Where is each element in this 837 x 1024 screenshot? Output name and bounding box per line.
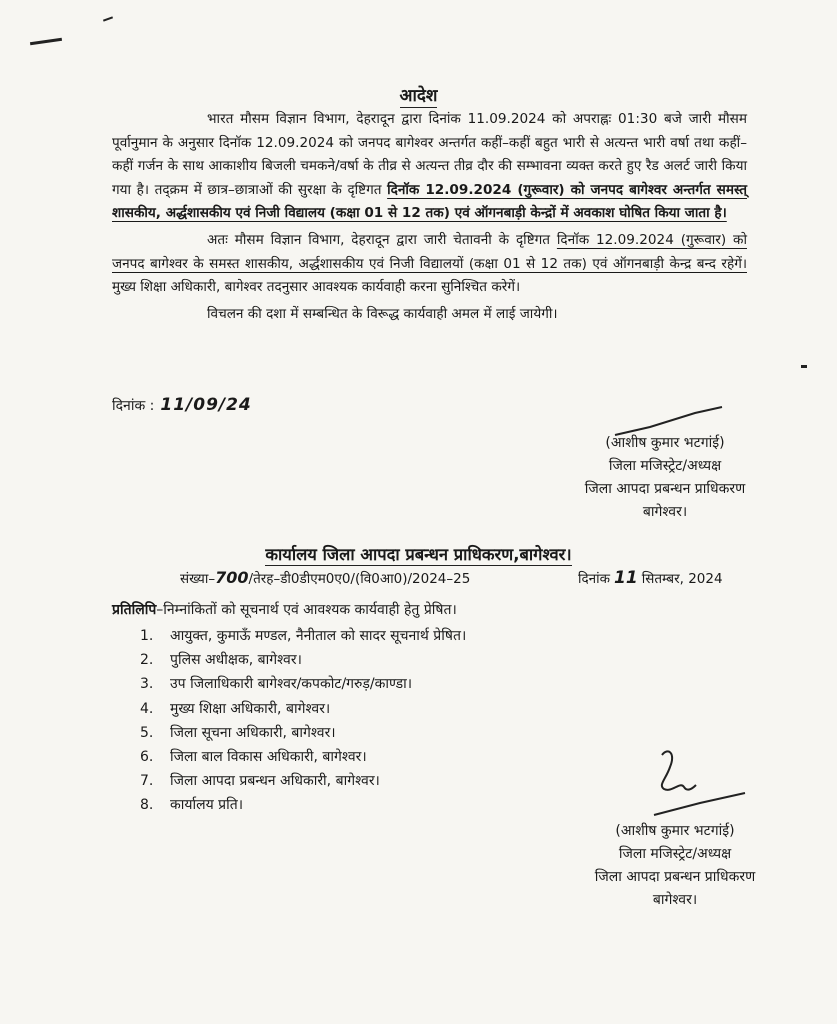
handwritten-ref-number: 700 — [215, 568, 249, 587]
signature-block-2 — [555, 820, 795, 912]
list-item: 2. पुलिस अधीक्षक, बागेश्वर। — [140, 652, 302, 669]
signatory-designation: जिला मजिस्ट्रेट/अध्यक्ष — [608, 458, 722, 474]
pen-mark — [30, 38, 62, 45]
signatory-name: (आशीष कुमार भटगांई) — [615, 823, 735, 839]
signature-scrawl-2 — [640, 745, 760, 820]
signatory-designation: जिला मजिस्ट्रेट/अध्यक्ष — [618, 846, 732, 862]
pen-mark — [801, 365, 807, 368]
list-item: 8. कार्यालय प्रति। — [140, 797, 244, 814]
signatory-authority: जिला आपदा प्रबन्धन प्राधिकरण — [594, 869, 756, 885]
signature-block-1 — [545, 432, 785, 524]
paragraph-1: भारत मौसम विज्ञान विभाग, देहरादून द्वारा दिनांक 11.09.2024 को अपराह्नः 01:30 बजे जारी मौसम पूर्वानुमान के अनुसार दिनॉक 12.09.2024 को जनपद बागेश्वर अन्तर्गत कहीं–कहीं बहुत भारी से अत्यन्त भारी वर्षा तथा कहीं–कहीं गर्जन के साथ आकाशीय बिजली चमकने/वर्षा के तीव्र से अत्यन्त तीव्र दौर की सम्भावना व्यक्त करते हुए रैड अलर्ट जारी किया गया है। तद्‌क्रम में छात्र–छात्राओं की सुरक्षा के दृष्टिगत दिनॉक 12.09.2024 (गुरूवार) को जनपद बागेश्वर अन्तर्गत समस्त् शासकीय, अर्द्धशासकीय एवं निजी विद्यालय (कक्षा 01 से 12 तक) एवं ऑगनबाड़ी केन्द्रों में अवकाश घोषित किया जाता है। — [112, 111, 747, 222]
list-item: 7. जिला आपदा प्रबन्धन अधिकारी, बागेश्वर। — [140, 773, 380, 790]
handwritten-date: 11/09/24 — [160, 395, 252, 415]
holiday-declaration: दिनॉक 12.09.2024 (गुरूवार) को जनपद बागेश्वर अन्तर्गत समस्त् शासकीय, अर्द्धशासकीय एवं निजी विद्यालय (कक्षा 01 से 12 तक) एवं ऑगनबाड़ी केन्द्रों में अवकाश घोषित किया जाता है। — [112, 181, 747, 222]
list-item: 6. जिला बाल विकास अधिकारी, बागेश्वर। — [140, 748, 367, 765]
copy-to-heading: प्रतिलिपि–निम्नांकितों को सूचनार्थ एवं आवश्यक कार्यवाही हेतु प्रेषित। — [112, 602, 457, 618]
paragraph-2: अतः मौसम विज्ञान विभाग, देहरादून द्वारा जारी चेतावनी के दृष्टिगत दिनॉक 12.09.2024 (गुरूवार) को जनपद बागेश्वर के समस्त शासकीय, अर्द्धशासकीय एवं निजी विद्यालयों (कक्षा 01 से 12 तक) एवं ऑगनबाड़ी केन्द्र बन्द रहेगें। मुख्य शिक्षा अधिकारी, बागेश्वर तदनुसार आवश्यक कार्यवाही करना सुनिश्चित करेगें। — [112, 231, 747, 296]
reference-number: संख्या–700/तेरह–डी0डीएम0ए0/(वि0आ0)/2024–25 — [180, 568, 471, 587]
signatory-authority: जिला आपदा प्रबन्धन प्राधिकरण — [584, 481, 746, 497]
paragraph-3: विचलन की दशा में सम्बन्धित के विरूद्ध कार्यवाही अमल में लाई जायेगी। — [207, 305, 558, 322]
signatory-place: बागेश्वर। — [642, 504, 688, 520]
list-item: 4. मुख्य शिक्षा अधिकारी, बागेश्वर। — [140, 700, 331, 717]
office-heading: कार्यालय जिला आपदा प्रबन्धन प्राधिकरण,बागेश्वर। — [265, 545, 572, 564]
signatory-name: (आशीष कुमार भटगांई) — [605, 435, 725, 451]
order-date: दिनांक : 11/09/24 — [112, 395, 252, 415]
document-title: आदेश — [399, 86, 438, 106]
order-body — [112, 108, 747, 326]
list-item: 5. जिला सूचना अधिकारी, बागेश्वर। — [140, 724, 336, 741]
signatory-place: बागेश्वर। — [652, 892, 698, 908]
dispatch-date: दिनांक 11 सितम्बर, 2024 — [578, 568, 723, 588]
closure-directive: दिनॉक 12.09.2024 (गुरूवार) को जनपद बागेश्वर के समस्त शासकीय, अर्द्धशासकीय एवं निजी विद्यालयों (कक्षा 01 से 12 तक) एवं ऑगनबाड़ी केन्द्र बन्द रहेगें। — [112, 231, 747, 272]
handwritten-day: 11 — [614, 568, 638, 588]
list-item: 1. आयुक्त, कुमाऊँ मण्डल, नैनीताल को सादर सूचनार्थ प्रेषित। — [140, 628, 467, 644]
list-item: 3. उप जिलाधिकारी बागेश्वर/कपकोट/गरुड़/काण्डा। — [140, 676, 413, 693]
copy-to-list — [140, 624, 466, 818]
pen-mark — [103, 16, 113, 21]
